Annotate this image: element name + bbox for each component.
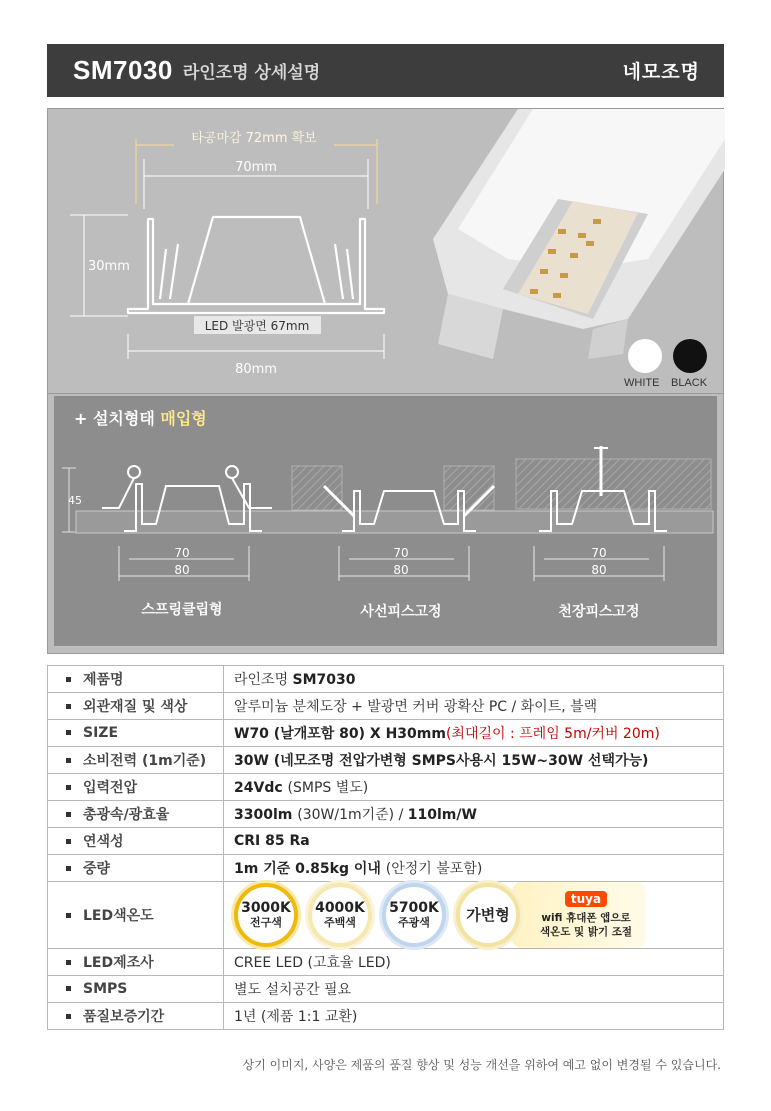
emit-width-label: LED 발광면 67mm: [204, 319, 310, 333]
method-2-w2: 80: [393, 563, 409, 577]
width-80-label: 80mm: [235, 362, 277, 377]
dimension-panel: [47, 108, 724, 394]
white-swatch: [628, 339, 662, 373]
table-row: SIZE W70 (날개포함 80) X H30mm(최대길이 : 프레임 5m/커버 20m): [48, 720, 724, 747]
table-row: LED색온도 3000K 전구색 4000K 주백색 5700K 주광색 가변형 tuya wifi 휴대폰 앱으로 색온도 및 밝기 조절: [48, 882, 724, 949]
table-row: SMPS 별도 설치공간 필요: [48, 976, 724, 1003]
product-render: [433, 109, 725, 359]
table-row: 품질보증기간 1년 (제품 1:1 교환): [48, 1003, 724, 1030]
header-subtitle: 라인조명 상세설명: [182, 63, 321, 83]
brand-logo: 네모조명: [622, 61, 700, 83]
white-label: WHITE: [624, 377, 660, 389]
install-diagram: [54, 396, 717, 646]
table-row: 소비전력 (1m기준) 30W (네모조명 전압가변형 SMPS사용시 15W~30W 선택가능): [48, 747, 724, 774]
method-1-name: 스프링클립형: [141, 602, 223, 618]
black-label: BLACK: [671, 377, 708, 389]
tuya-logo: tuya: [565, 891, 607, 907]
height-30-label: 30mm: [88, 259, 130, 274]
cross-section-diagram: [48, 109, 725, 395]
cct-options: [234, 882, 713, 948]
table-row: 중량 1m 기준 0.85kg 이내 (안정기 불포함): [48, 855, 724, 882]
install-height-label: 45: [68, 494, 82, 507]
method-1-w1: 70: [174, 546, 190, 560]
tuya-app-box: tuya wifi 휴대폰 앱으로 색온도 및 밝기 조절: [512, 882, 646, 948]
method-3-name: 천장피스고정: [558, 604, 640, 620]
method-1-w2: 80: [174, 563, 190, 577]
model-name: SM7030: [73, 55, 173, 85]
cct-variable-badge: 가변형: [456, 883, 520, 947]
black-swatch: [673, 339, 707, 373]
install-highlight: 매입형: [160, 409, 207, 428]
width-70-label: 70mm: [235, 160, 277, 175]
page-header: [47, 44, 724, 97]
install-inner: [54, 396, 717, 646]
table-row: 제품명 라인조명 SM7030: [48, 666, 724, 693]
footnote: 상기 이미지, 사양은 제품의 품질 향상 및 성능 개선을 위하여 예고 없이 변경될 수 있습니다.: [242, 1058, 721, 1072]
method-3-w1: 70: [591, 546, 607, 560]
cut-dim-label: 타공마감 72mm 확보: [191, 131, 317, 146]
table-row: 연색성 CRI 85 Ra: [48, 828, 724, 855]
method-2-name: 사선피스고정: [360, 604, 442, 620]
table-row: LED제조사 CREE LED (고효율 LED): [48, 949, 724, 976]
spec-table: [47, 665, 724, 1030]
table-row: 입력전압 24Vdc (SMPS 별도): [48, 774, 724, 801]
cct-3000k-badge: 3000K 전구색: [234, 883, 298, 947]
cct-4000k-badge: 4000K 주백색: [308, 883, 372, 947]
install-title: + 설치형태 매입형: [74, 409, 207, 428]
table-row: 외관재질 및 색상 알루미늄 분체도장 + 발광면 커버 광확산 PC / 화이트, 블랙: [48, 693, 724, 720]
cct-5700k-badge: 5700K 주광색: [382, 883, 446, 947]
install-panel: [47, 394, 724, 654]
method-2-w1: 70: [393, 546, 409, 560]
table-row: 총광속/광효율 3300lm (30W/1m기준) / 110lm/W: [48, 801, 724, 828]
method-3-w2: 80: [591, 563, 607, 577]
